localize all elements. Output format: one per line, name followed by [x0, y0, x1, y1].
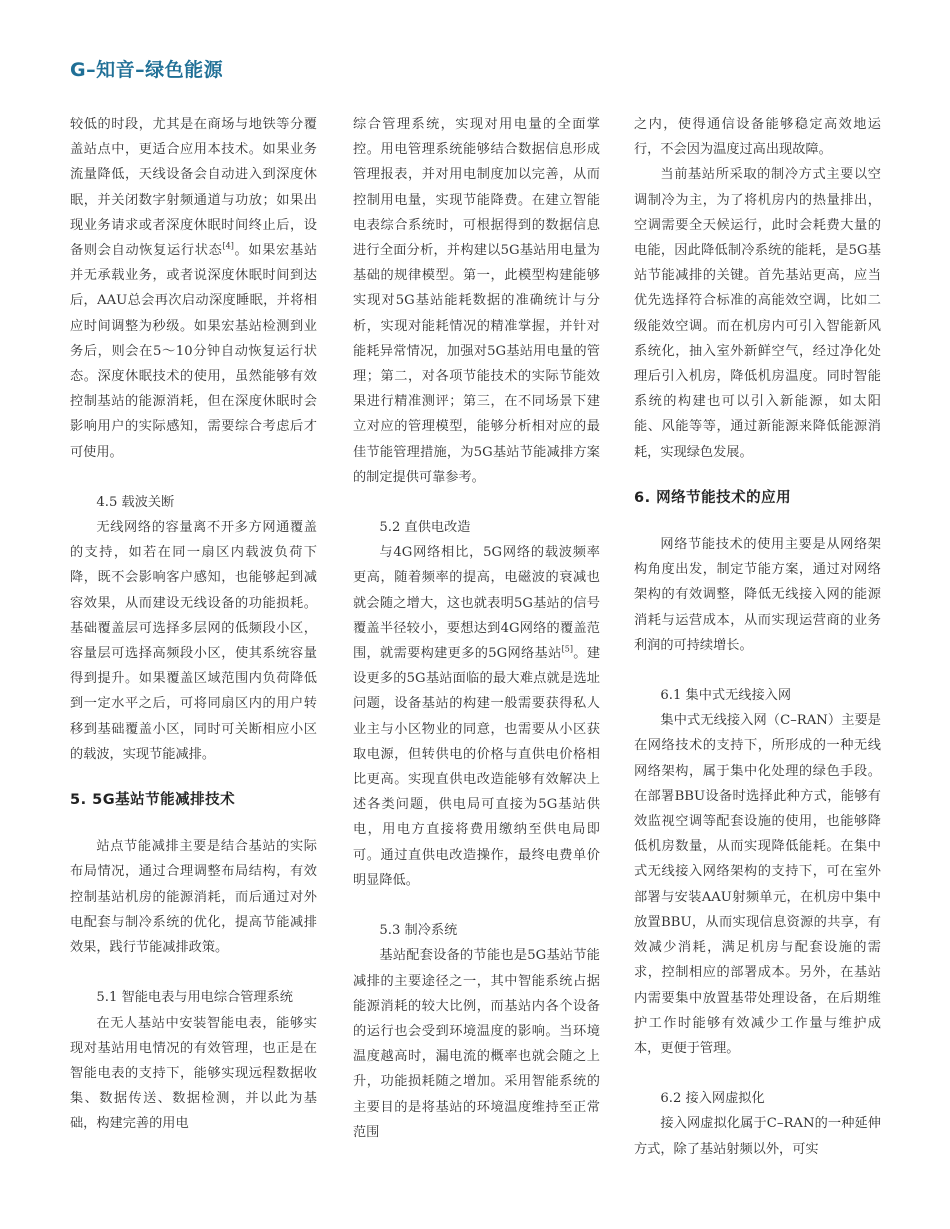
column-1	[70, 112, 317, 1137]
subsection-heading: 6.1 集中式无线接入网	[660, 688, 792, 704]
citation-ref: [5]	[561, 644, 573, 654]
subsection-heading: 5.3 制冷系统	[379, 923, 458, 939]
text-span: 与4G网络相比，5G网络的载波频率更高，随着频率的提高，电磁波的衰减也就会随之增大，这也就表明5G基站的信号覆盖半径较小，要想达到4G网络的覆盖范围，就需要构建更多的5G网络基站	[353, 545, 600, 662]
paragraph: 集中式无线接入网（C–RAN）主要是在网络技术的支持下，所形成的一种无线网络架构，属于集中化处理的绿色手段。在部署BBU设备时选择此种方式，能够有效监视空调等配套设施的使用，也能够降低机房数量，从而实现降低能耗。在集中式无线接入网络架构的支持下，可在室外部署与安装AAU射频单元，在机房中集中放置BBU，从而实现信息资源的共享，有效减少消耗，满足机房与配套设施的需求，控制相应的部署成本。另外，在基站内需要集中放置基带处理设备，在后期维护工作时能够有效减少工作量与维护成本，更便于管理。	[634, 713, 881, 1056]
paragraph: 接入网虚拟化属于C–RAN的一种延伸方式，除了基站射频以外，可实	[634, 1116, 881, 1157]
column-2	[353, 112, 600, 1145]
paragraph: 综合管理系统，实现对用电量的全面掌控。用电管理系统能够结合数据信息形成管理报表，并对用电制度加以完善，从而控制用电量，实现节能降费。在建立智能电表综合系统时，可根据得到的数据信息进行全面分析，并构建以5G基站用电量为基础的规律模型。第一，此模型构建能够实现对5G基站能耗数据的准确统计与分析，实现对能耗情况的精准掌握，并针对能耗异常情况，加强对5G基站用电量的管理；第二，对各项节能技术的实际节能效果进行精准测评；第三，在不同场景下建立对应的管理模型，能够分析相对应的最佳节能管理措施，为5G基站节能减排方案的制定提供可靠参考。	[353, 117, 600, 485]
paragraph	[70, 112, 317, 465]
subsection-heading: 5.1 智能电表与用电综合管理系统	[96, 990, 293, 1006]
journal-header: G–知音–绿色能源	[70, 59, 224, 81]
paragraph: 在无人基站中安装智能电表，能够实现对基站用电情况的有效管理，也正是在智能电表的支持下，能够实现远程数据收集、数据传送、数据检测，并以此为基础，构建完善的用电	[70, 1015, 317, 1132]
text-span: 较低的时段，尤其是在商场与地铁等分覆盖站点中，更适合应用本技术。如果业务流量降低，天线设备会自动进入到深度休眠，并关闭数字射频通道与功放；如果出现业务请求或者深度休眠时间终止后，设备则会自动恢复运行状态	[70, 117, 317, 259]
subsection-heading: 4.5 载波关断	[96, 494, 175, 510]
paragraph: 无线网络的容量离不开多方网通覆盖的支持，如若在同一扇区内载波负荷下降，既不会影响客户感知，也能够起到减容效果，从而建设无线设备的功能损耗。基础覆盖层可选择多层网的低频段小区，容量层可选择高频段小区，使其系统容量得到提升。如果覆盖区域范围内负荷降低到一定水平之后，可将同扇区内的用户转移到基础覆盖小区，同时可关断相应小区的载波，实现节能减排。	[70, 520, 317, 762]
paragraph: 之内，使得通信设备能够稳定高效地运行，不会因为温度过高出现故障。	[634, 117, 881, 158]
paragraph: 当前基站所采取的制冷方式主要以空调制冷为主，为了将机房内的热量排出，空调需要全天候运行，此时会耗费大量的电能，因此降低制冷系统的能耗，是5G基站节能减排的关键。首先基站更高，应当优先选择符合标准的高能效空调，比如二级能效空调。而在机房内可引入智能新风系统化，抽入室外新鲜空气，经过净化处理后引入机房，降低机房温度。同时智能系统的构建也可以引入新能源，如太阳能、风能等等，通过新能源来降低能源消耗，实现绿色发展。	[634, 167, 881, 460]
paragraph: 基站配套设备的节能也是5G基站节能减排的主要途径之一，其中智能系统占据能源消耗的较大比例，而基站内各个设备的运行也会受到环境温度的影响。当环境温度越高时，漏电流的概率也就会随之上升，功能损耗随之增加。采用智能系统的主要目的是将基站的环境温度维持至正常范围	[353, 948, 600, 1140]
paragraph: 网络节能技术的使用主要是从网络架构角度出发，制定节能方案，通过对网络架构的有效调整，降低无线接入网的能源消耗与运营成本，从而实现运营商的业务利润的可持续增长。	[634, 537, 881, 653]
paragraph: 站点节能减排主要是结合基站的实际布局情况，通过合理调整布局结构，有效控制基站机房的能源消耗，而后通过对外电配套与制冷系统的优化，提高节能减排效果，践行节能减排政策。	[70, 839, 317, 956]
text-span: 。如果宏基站并无承载业务，或者说深度休眠时间到达后，AAU总会再次启动深度睡眠，并将相应时间调整为秒级。如果宏基站检测到业务后，则会在5～10分钟自动恢复运行状态。深度休眠技术的使用，虽然能够有效控制基站的能源消耗，但在深度休眠时会影响用户的实际感知，需要综合考虑后才可使用。	[70, 243, 318, 460]
paragraph	[353, 540, 600, 893]
subsection-heading: 6.2 接入网虚拟化	[660, 1091, 765, 1107]
section-heading: 5. 5G基站节能减排技术	[70, 792, 236, 809]
column-3	[634, 112, 881, 1162]
text-span: 。建设更多的5G基站面临的最大难点就是选址问题，设备基站的构建一般需要获得私人业主与小区物业的同意，也需要从小区获取电源，但转供电的价格与直供电价格相比更高。实现直供电改造能够有效解决上述各类问题，供电局可直接为5G基站供电，用电方直接将费用缴纳至供电局即可。通过直供电改造操作，最终电费单价明显降低。	[353, 646, 601, 888]
subsection-heading: 5.2 直供电改造	[379, 520, 471, 536]
citation-ref: [4]	[222, 241, 234, 251]
section-heading: 6. 网络节能技术的应用	[634, 489, 792, 506]
